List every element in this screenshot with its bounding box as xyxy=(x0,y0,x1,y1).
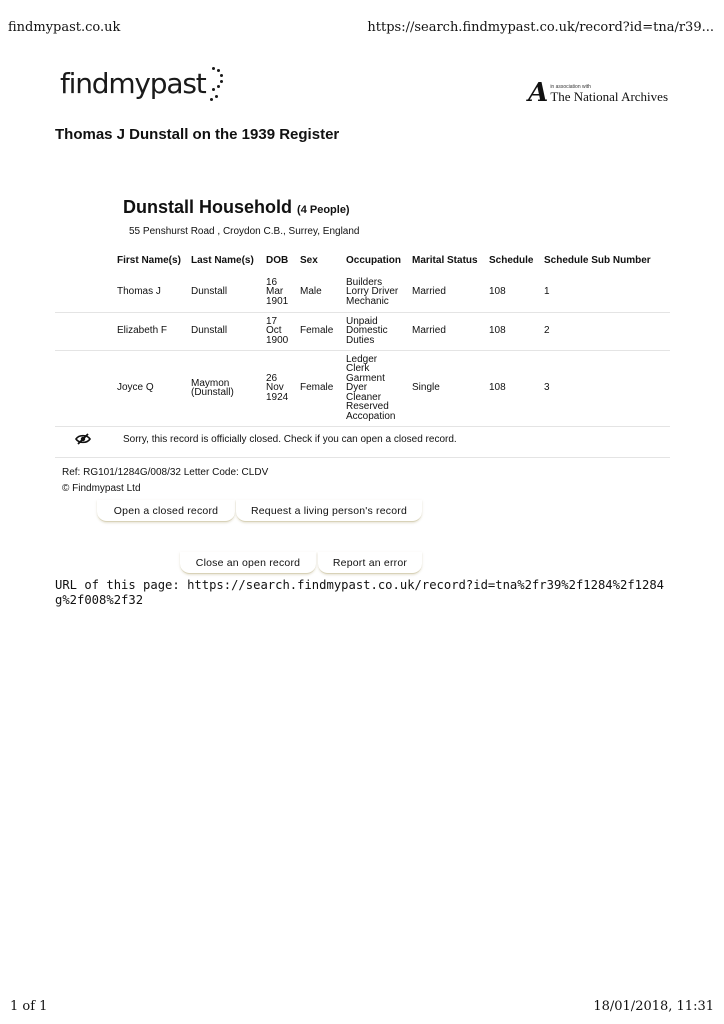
cell-sex: Male xyxy=(300,286,322,297)
cell-schedule: 108 xyxy=(489,286,506,297)
header-sex: Sex xyxy=(300,255,318,266)
copyright: © Findmypast Ltd xyxy=(62,483,141,494)
logo-text: findmypast xyxy=(60,67,206,100)
household-title xyxy=(123,197,350,218)
header-schedule: Schedule xyxy=(489,255,534,266)
cell-schedule-sub-number: 3 xyxy=(544,382,550,394)
header-dob: DOB xyxy=(266,255,289,266)
cell-dob: 16 Mar 1901 xyxy=(266,276,289,307)
header-occupation: Occupation xyxy=(346,255,402,266)
household-table xyxy=(55,250,670,427)
table-row[interactable] xyxy=(55,272,670,312)
cell-marital-status: Married xyxy=(412,325,446,337)
cell-last-name: Maymon (Dunstall) xyxy=(191,377,234,398)
household-table-wrap xyxy=(55,250,670,427)
cell-schedule: 108 xyxy=(489,325,506,337)
household-name: Dunstall Household xyxy=(123,197,293,217)
header-first-name: First Name(s) xyxy=(117,255,181,266)
cell-last-name: Dunstall xyxy=(191,286,228,297)
header-schedule-sub-number: Schedule Sub Number xyxy=(544,255,651,266)
cell-first-name[interactable]: Joyce Q xyxy=(117,382,154,394)
cell-occupation: Builders Lorry Driver Mechanic xyxy=(346,276,399,307)
cell-sex: Female xyxy=(300,325,334,337)
household-address: 55 Penshurst Road , Croydon C.B., Surrey, England xyxy=(129,226,360,237)
cell-marital-status: Single xyxy=(412,382,440,394)
cell-occupation: Ledger Clerk Garment Dyer Cleaner Reserved Accopation xyxy=(346,353,396,422)
findmypast-logo[interactable] xyxy=(60,67,223,103)
record-reference: Ref: RG101/1284G/008/32 Letter Code: CLDV xyxy=(62,467,269,478)
cell-schedule-sub-number: 1 xyxy=(544,286,550,297)
eye-slash-icon xyxy=(75,433,91,448)
request-living-person-record-button[interactable]: Request a living person's record xyxy=(236,500,422,522)
closed-record-notice xyxy=(55,423,670,458)
partner-name: The National Archives xyxy=(550,89,668,104)
header-marital-status: Marital Status xyxy=(412,255,478,266)
cell-last-name: Dunstall xyxy=(191,325,228,337)
print-header-site: findmypast.co.uk xyxy=(8,20,121,35)
cell-schedule: 108 xyxy=(489,382,506,394)
cell-schedule-sub-number: 2 xyxy=(544,325,550,337)
close-open-record-button[interactable]: Close an open record xyxy=(180,552,316,574)
cell-sex: Female xyxy=(300,382,334,394)
open-closed-record-button[interactable]: Open a closed record xyxy=(97,500,235,522)
table-header-row xyxy=(55,250,670,272)
header-last-name: Last Name(s) xyxy=(191,255,254,266)
report-error-button[interactable]: Report an error xyxy=(318,552,422,574)
page-url-line[interactable]: URL of this page: https://search.findmypast.co.uk/record?id=tna%2fr39%2f1284%2f1284g%2f008%2f32 xyxy=(55,578,665,607)
household-count: (4 People) xyxy=(297,204,350,216)
cell-first-name[interactable]: Thomas J xyxy=(117,286,161,297)
table-row[interactable] xyxy=(55,350,670,426)
cell-dob: 26 Nov 1924 xyxy=(266,372,289,403)
cell-occupation: Unpaid Domestic Duties xyxy=(346,315,388,346)
logo-dots-icon xyxy=(207,67,223,103)
table-row[interactable] xyxy=(55,312,670,350)
national-archives-mark-icon: A xyxy=(528,78,549,108)
closed-record-notice-text: Sorry, this record is officially closed. Check if you can open a closed record. xyxy=(123,434,457,445)
cell-first-name[interactable]: Elizabeth F xyxy=(117,325,168,337)
partner-small-text: in association with xyxy=(550,84,591,90)
print-header-url: https://search.findmypast.co.uk/record?id=tna/r39... xyxy=(367,20,714,35)
print-footer-page-count: 1 of 1 xyxy=(10,999,48,1014)
national-archives-logo[interactable] xyxy=(528,78,668,108)
cell-dob: 17 Oct 1900 xyxy=(266,315,289,346)
print-footer-datetime: 18/01/2018, 11:31 xyxy=(593,999,714,1014)
cell-marital-status: Married xyxy=(412,286,446,297)
page-title: Thomas J Dunstall on the 1939 Register xyxy=(55,126,340,143)
